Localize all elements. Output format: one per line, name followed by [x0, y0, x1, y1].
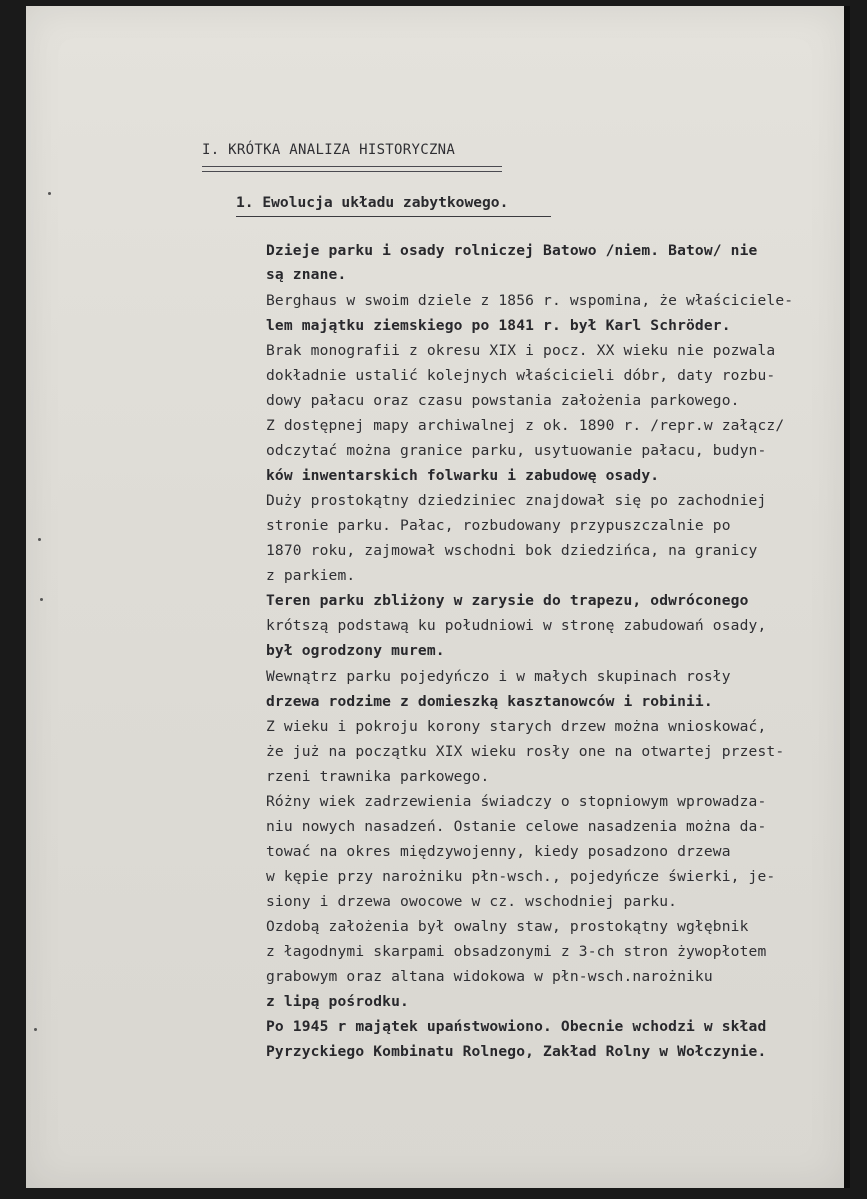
text-line: tować na okres międzywojenny, kiedy posadzono drzewa — [266, 843, 731, 860]
text-line: Wewnątrz parku pojedyńczo i w małych skupinach rosły — [266, 668, 731, 685]
text-line: że już na początku XIX wieku rosły one na otwartej przest- — [266, 743, 785, 760]
document-page — [26, 6, 850, 1188]
text-line: dokładnie ustalić kolejnych właścicieli dóbr, daty rozbu- — [266, 367, 776, 384]
text-line: dowy pałacu oraz czasu powstania założenia parkowego. — [266, 392, 740, 409]
paper-speck — [34, 1028, 37, 1031]
subsection-heading: 1. Ewolucja układu zabytkowego. — [236, 194, 509, 211]
text-line: 1870 roku, zajmował wschodni bok dziedzińca, na granicy — [266, 542, 758, 559]
text-line: ków inwentarskich folwarku i zabudowę osady. — [266, 467, 660, 484]
paper-speck — [48, 192, 51, 195]
paper-speck — [40, 598, 43, 601]
text-line: z łagodnymi skarpami obsadzonymi z 3-ch stron żywopłotem — [266, 943, 767, 960]
text-line: stronie parku. Pałac, rozbudowany przypuszczalnie po — [266, 517, 731, 534]
text-line: Berghaus w swoim dziele z 1856 r. wspomina, że właściciele- — [266, 292, 794, 309]
text-line: Brak monografii z okresu XIX i pocz. XX wieku nie pozwala — [266, 342, 776, 359]
text-line: w kępie przy narożniku płn-wsch., pojedyńcze świerki, je- — [266, 868, 776, 885]
heading-double-underline — [202, 166, 502, 172]
section-heading: I. KRÓTKA ANALIZA HISTORYCZNA — [202, 142, 456, 158]
subheading-underline — [236, 216, 551, 217]
text-line: Dzieje parku i osady rolniczej Batowo /niem. Batow/ nie — [266, 242, 758, 259]
text-line: Duży prostokątny dziedziniec znajdował się po zachodniej — [266, 492, 767, 509]
text-line: niu nowych nasadzeń. Ostanie celowe nasadzenia można da- — [266, 818, 767, 835]
text-line: Po 1945 r majątek upaństwowiono. Obecnie wchodzi w skład — [266, 1018, 767, 1035]
text-line: był ogrodzony murem. — [266, 642, 445, 659]
paper-speck — [38, 538, 41, 541]
text-line: Pyrzyckiego Kombinatu Rolnego, Zakład Rolny w Wołczynie. — [266, 1043, 767, 1060]
text-line: lem majątku ziemskiego po 1841 r. był Karl Schröder. — [266, 317, 731, 334]
text-line: Różny wiek zadrzewienia świadczy o stopniowym wprowadza- — [266, 793, 767, 810]
text-line: drzewa rodzime z domieszką kasztanowców i robinii. — [266, 693, 713, 710]
text-line: odczytać można granice parku, usytuowanie pałacu, budyn- — [266, 442, 767, 459]
text-line: z parkiem. — [266, 567, 356, 584]
text-line: są znane. — [266, 266, 347, 283]
text-line: z lipą pośrodku. — [266, 993, 409, 1010]
text-line: krótszą podstawą ku południowi w stronę zabudowań osady, — [266, 617, 767, 634]
text-line: rzeni trawnika parkowego. — [266, 768, 490, 785]
text-line: Teren parku zbliżony w zarysie do trapezu, odwróconego — [266, 592, 749, 609]
text-line: siony i drzewa owocowe w cz. wschodniej parku. — [266, 893, 678, 910]
text-line: Ozdobą założenia był owalny staw, prostokątny wgłębnik — [266, 918, 749, 935]
text-line: Z wieku i pokroju korony starych drzew można wnioskować, — [266, 718, 767, 735]
text-line: Z dostępnej mapy archiwalnej z ok. 1890 r. /repr.w załącz/ — [266, 417, 785, 434]
text-line: grabowym oraz altana widokowa w płn-wsch.narożniku — [266, 968, 713, 985]
